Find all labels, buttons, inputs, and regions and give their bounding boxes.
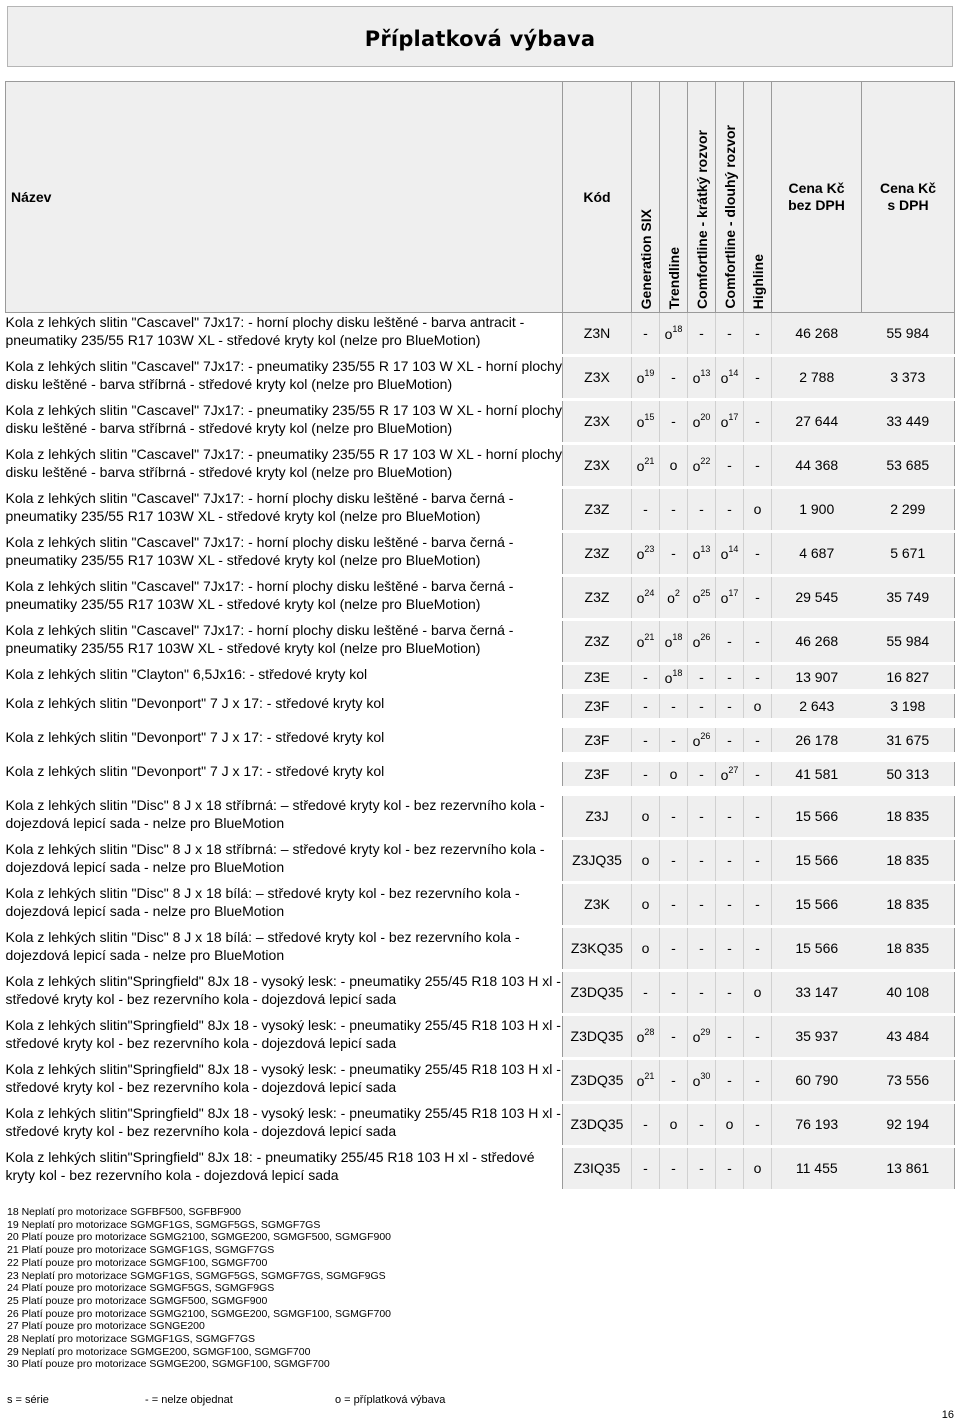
availability-comfort-long: - (716, 1016, 744, 1057)
availability-gen: o (632, 796, 660, 837)
row-code: Z3Z (563, 577, 632, 618)
header-code: Kód (563, 82, 632, 313)
footnote-ref: 17 (728, 412, 739, 422)
footnote: 21 Platí pouze pro motorizace SGMGF1GS, SGMGF7GS (7, 1244, 275, 1257)
row-code: Z3IQ35 (563, 1148, 632, 1189)
footnote: 26 Platí pouze pro motorizace SGMG2100, SGMGE200, SGMGF100, SGMGF700 (7, 1307, 391, 1320)
price-vat: 18 835 (862, 796, 955, 837)
legend-serie: s = série (7, 1394, 49, 1406)
availability-trend: - (660, 840, 688, 881)
row-name: Kola z lehkých slitin "Devonport" 7 J x 17: - středové kryty kol (5, 728, 385, 745)
availability-gen: $o^{24}$ (632, 577, 660, 618)
availability-high: - (744, 796, 772, 837)
footnote-ref: 15 (644, 412, 655, 422)
equipment-table (5, 81, 955, 1192)
price-no-vat: 60 790 (772, 1060, 862, 1101)
availability-trend: $o^{18}$ (660, 665, 688, 689)
availability-trend: - (660, 401, 688, 442)
availability-comfort-short: $o^{22}$ (688, 445, 716, 486)
footnote: 29 Neplatí pro motorizace SGMGE200, SGMGF100, SGMGF700 (7, 1345, 311, 1358)
availability-comfort-long: - (716, 928, 744, 969)
footnote-ref: 21 (644, 632, 655, 642)
availability-high: - (744, 1016, 772, 1057)
row-name: Kola z lehkých slitin "Cascavel" 7Jx17: - pneumatiky 235/55 R 17 103 W XL - horní plochy disku leštěné - barva stříbrná - středové kryty kol (nelze pro BlueMotion) (5, 445, 562, 480)
row-code: Z3DQ35 (563, 1016, 632, 1057)
availability-comfort-short: - (688, 1148, 716, 1189)
footnote-ref: 27 (728, 764, 739, 775)
availability-high: - (744, 1104, 772, 1145)
table-header (6, 82, 955, 313)
row-name: Kola z lehkých slitin"Springfield" 8Jx 18: - pneumatiky 255/45 R18 103 H xl - středové kryty kol - bez rezervního kola - dojezdová lepicí sada (5, 1148, 535, 1183)
table-row (6, 621, 955, 662)
price-no-vat: 4 687 (772, 533, 862, 574)
row-code: Z3Z (563, 489, 632, 530)
footnote: 28 Neplatí pro motorizace SGMGF1GS, SGMGF7GS (7, 1333, 255, 1346)
availability-comfort-long: - (716, 796, 744, 837)
row-spacer (6, 752, 955, 762)
availability-comfort-long: - (716, 728, 744, 752)
availability-comfort-long: - (716, 445, 744, 486)
availability-gen: $o^{21}$ (632, 445, 660, 486)
availability-comfort-short: $o^{30}$ (688, 1060, 716, 1101)
table-row (6, 489, 955, 530)
table-row (6, 313, 955, 354)
availability-trend: $o^2$ (660, 577, 688, 618)
availability-gen: $o^{23}$ (632, 533, 660, 574)
price-vat: 50 313 (862, 762, 955, 786)
availability-high: - (744, 445, 772, 486)
availability-gen: $o^{21}$ (632, 621, 660, 662)
row-spacer (6, 1189, 955, 1192)
footnote-ref: 20 (700, 412, 711, 422)
row-code: Z3DQ35 (563, 1060, 632, 1101)
availability-trend: - (660, 1016, 688, 1057)
availability-comfort-short: - (688, 928, 716, 969)
price-no-vat: 41 581 (772, 762, 862, 786)
footnote: 20 Platí pouze pro motorizace SGMG2100, SGMGE200, SGMGF500, SGMGF900 (7, 1231, 391, 1244)
availability-gen: $o^{19}$ (632, 357, 660, 398)
row-code: Z3X (563, 357, 632, 398)
legend (7, 1394, 445, 1406)
price-no-vat: 15 566 (772, 884, 862, 925)
availability-trend: - (660, 728, 688, 752)
price-vat: 13 861 (862, 1148, 955, 1189)
availability-high: - (744, 577, 772, 618)
availability-trend: - (660, 884, 688, 925)
row-name: Kola z lehkých slitin "Cascavel" 7Jx17: - pneumatiky 235/55 R 17 103 W XL - horní plochy disku leštěné - barva stříbrná - středové kryty kol (nelze pro BlueMotion) (5, 401, 562, 436)
availability-comfort-short: $o^{26}$ (688, 621, 716, 662)
price-no-vat: 35 937 (772, 1016, 862, 1057)
footnote-ref: 14 (728, 368, 739, 378)
footnote-ref: 18 (672, 632, 683, 642)
row-code: Z3KQ35 (563, 928, 632, 969)
availability-comfort-long: - (716, 1060, 744, 1101)
price-no-vat: 76 193 (772, 1104, 862, 1145)
footnote-ref: 21 (644, 1071, 655, 1081)
availability-high: o (744, 694, 772, 718)
price-no-vat: 15 566 (772, 840, 862, 881)
footnote: 22 Platí pouze pro motorizace SGMGF100, SGMGF700 (7, 1256, 268, 1269)
footnote: 23 Neplatí pro motorizace SGMGF1GS, SGMGF5GS, SGMGF7GS, SGMGF9GS (7, 1269, 386, 1282)
availability-high: - (744, 762, 772, 786)
price-no-vat: 15 566 (772, 796, 862, 837)
price-no-vat: 33 147 (772, 972, 862, 1013)
row-name: Kola z lehkých slitin "Devonport" 7 J x 17: - středové kryty kol (5, 762, 385, 779)
header-name: Název (6, 82, 563, 313)
row-name: Kola z lehkých slitin "Cascavel" 7Jx17: - pneumatiky 235/55 R 17 103 W XL - horní plochy disku leštěné - barva stříbrná - středové kryty kol (nelze pro BlueMotion) (5, 357, 562, 392)
availability-high: o (744, 1148, 772, 1189)
table-row (6, 840, 955, 881)
footnote-ref: 13 (700, 544, 711, 554)
row-code: Z3E (563, 665, 632, 689)
availability-trend: - (660, 489, 688, 530)
availability-gen: - (632, 1148, 660, 1189)
availability-comfort-long: - (716, 665, 744, 689)
footnote-ref: 17 (728, 588, 739, 598)
row-code: Z3F (563, 694, 632, 718)
availability-gen: o (632, 884, 660, 925)
footnote-ref: 26 (700, 730, 711, 741)
row-code: Z3DQ35 (563, 1104, 632, 1145)
table-row (6, 884, 955, 925)
row-name: Kola z lehkých slitin "Cascavel" 7Jx17: - horní plochy disku leštěné - barva černá - pneumatiky 235/55 R17 103W XL - středové kryty kol (nelze pro BlueMotion) (5, 621, 514, 656)
page-title: Příplatková výbava (364, 27, 596, 51)
row-name: Kola z lehkých slitin "Cascavel" 7Jx17: - horní plochy disku leštěné - barva černá - pneumatiky 235/55 R17 103W XL - středové kryty kol (nelze pro BlueMotion) (5, 577, 514, 612)
availability-gen: $o^{28}$ (632, 1016, 660, 1057)
table-row (6, 762, 955, 786)
table-row (6, 533, 955, 574)
row-name: Kola z lehkých slitin "Disc" 8 J x 18 stříbrná: – středové kryty kol - bez rezervního kola - dojezdová lepicí sada - nelze pro BlueMotion (5, 840, 545, 875)
table-row (6, 972, 955, 1013)
footnote-ref: 18 (672, 667, 683, 678)
availability-high: - (744, 1060, 772, 1101)
header-generation-six: Generation SIX (632, 82, 660, 313)
availability-comfort-long: - (716, 489, 744, 530)
price-vat: 55 984 (862, 621, 955, 662)
header-comfortline-long: Comfortline - dlouhý rozvor (716, 82, 744, 313)
availability-comfort-short: - (688, 762, 716, 786)
availability-gen: - (632, 489, 660, 530)
footnote: 18 Neplatí pro motorizace SGFBF500, SGFBF900 (7, 1206, 242, 1218)
availability-gen: - (632, 1104, 660, 1145)
table-row (6, 665, 955, 689)
availability-high: - (744, 665, 772, 689)
footnote-ref: 28 (644, 1027, 655, 1037)
header-comfortline-short: Comfortline - krátký rozvor (688, 82, 716, 313)
price-vat: 3 198 (862, 694, 955, 718)
availability-comfort-long: - (716, 972, 744, 1013)
availability-comfort-short: - (688, 489, 716, 530)
availability-comfort-long: $o^{17}$ (716, 577, 744, 618)
price-no-vat: 2 788 (772, 357, 862, 398)
availability-gen: - (632, 762, 660, 786)
availability-comfort-short: $o^{13}$ (688, 533, 716, 574)
price-no-vat: 1 900 (772, 489, 862, 530)
availability-gen: - (632, 665, 660, 689)
price-no-vat: 15 566 (772, 928, 862, 969)
header-price-vat: Cena Kč s DPH (862, 82, 955, 313)
footnote-ref: 22 (700, 456, 711, 466)
availability-comfort-long: $o^{14}$ (716, 533, 744, 574)
availability-gen: - (632, 728, 660, 752)
footnote-ref: 14 (728, 544, 739, 554)
row-code: Z3X (563, 445, 632, 486)
table-row (6, 796, 955, 837)
availability-comfort-short: - (688, 840, 716, 881)
availability-comfort-long: - (716, 884, 744, 925)
price-no-vat: 26 178 (772, 728, 862, 752)
availability-comfort-short: - (688, 1104, 716, 1145)
availability-comfort-short: - (688, 665, 716, 689)
availability-trend: - (660, 796, 688, 837)
availability-high: - (744, 401, 772, 442)
availability-high: - (744, 884, 772, 925)
table-row (6, 1016, 955, 1057)
availability-comfort-short: - (688, 796, 716, 837)
availability-comfort-short: $o^{20}$ (688, 401, 716, 442)
table-row (6, 1104, 955, 1145)
price-vat: 18 835 (862, 840, 955, 881)
row-code: Z3Z (563, 621, 632, 662)
price-vat: 43 484 (862, 1016, 955, 1057)
footnote-ref: 30 (700, 1071, 711, 1081)
price-vat: 18 835 (862, 928, 955, 969)
row-name: Kola z lehkých slitin "Cascavel" 7Jx17: - horní plochy disku leštěné - barva černá - pneumatiky 235/55 R17 103W XL - středové kryty kol (nelze pro BlueMotion) (5, 489, 514, 524)
price-no-vat: 29 545 (772, 577, 862, 618)
availability-high: - (744, 621, 772, 662)
footnote-ref: 13 (700, 368, 711, 378)
table-row (6, 1060, 955, 1101)
availability-trend: o (660, 445, 688, 486)
availability-gen: $o^{21}$ (632, 1060, 660, 1101)
legend-optional: o = příplatková výbava (335, 1394, 446, 1406)
availability-trend: - (660, 1060, 688, 1101)
footnote-ref: 25 (700, 588, 711, 598)
table-row (6, 577, 955, 618)
row-name: Kola z lehkých slitin"Springfield" 8Jx 18 - vysoký lesk: - pneumatiky 255/45 R18 103 H xl - středové kryty kol - bez rezervního kola - dojezdová lepicí sada (5, 972, 561, 1007)
availability-trend: o (660, 762, 688, 786)
availability-comfort-short: - (688, 313, 716, 354)
availability-comfort-long: $o^{14}$ (716, 357, 744, 398)
availability-trend: - (660, 928, 688, 969)
availability-comfort-short: $o^{26}$ (688, 728, 716, 752)
table-row (6, 694, 955, 718)
row-name: Kola z lehkých slitin"Springfield" 8Jx 18 - vysoký lesk: - pneumatiky 255/45 R18 103 H xl - středové kryty kol - bez rezervního kola - dojezdová lepicí sada (5, 1060, 561, 1095)
table-row (6, 728, 955, 752)
row-code: Z3DQ35 (563, 972, 632, 1013)
row-code: Z3N (563, 313, 632, 354)
availability-high: - (744, 928, 772, 969)
availability-comfort-short: $o^{29}$ (688, 1016, 716, 1057)
footnote-ref: 2 (674, 588, 680, 598)
price-no-vat: 27 644 (772, 401, 862, 442)
availability-comfort-long: - (716, 313, 744, 354)
page-number: 16 (941, 1409, 954, 1421)
price-vat: 92 194 (862, 1104, 955, 1145)
availability-trend: - (660, 533, 688, 574)
availability-comfort-short: $o^{13}$ (688, 357, 716, 398)
header-price-no-vat: Cena Kč bez DPH (772, 82, 862, 313)
price-vat: 18 835 (862, 884, 955, 925)
row-code: Z3F (563, 762, 632, 786)
footnote-ref: 23 (644, 544, 655, 554)
footnote: 19 Neplatí pro motorizace SGMGF1GS, SGMGF5GS, SGMGF7GS (7, 1218, 321, 1231)
availability-comfort-long: $o^{17}$ (716, 401, 744, 442)
row-name: Kola z lehkých slitin "Disc" 8 J x 18 bílá: – středové kryty kol - bez rezervního kola - dojezdová lepicí sada - nelze pro BlueMotion (5, 928, 520, 963)
availability-comfort-long: $o^{27}$ (716, 762, 744, 786)
footnote: 25 Platí pouze pro motorizace SGMGF500, SGMGF900 (7, 1294, 268, 1307)
availability-comfort-short: - (688, 694, 716, 718)
footnote-ref: 21 (644, 456, 655, 466)
price-vat: 33 449 (862, 401, 955, 442)
footnote-ref: 29 (700, 1027, 711, 1037)
footnote: 27 Platí pouze pro motorizace SGNGE200 (7, 1320, 205, 1333)
header-trendline: Trendline (660, 82, 688, 313)
availability-trend: $o^{18}$ (660, 621, 688, 662)
availability-comfort-short: $o^{25}$ (688, 577, 716, 618)
footnote: 24 Platí pouze pro motorizace SGMGF5GS, SGMGF9GS (7, 1282, 275, 1295)
availability-gen: - (632, 972, 660, 1013)
footnote: 30 Platí pouze pro motorizace SGMGE200, SGMGF100, SGMGF700 (7, 1358, 330, 1371)
availability-comfort-long: - (716, 840, 744, 881)
availability-comfort-long: - (716, 1148, 744, 1189)
availability-high: - (744, 357, 772, 398)
title-box (7, 6, 953, 67)
availability-gen: - (632, 694, 660, 718)
availability-comfort-long: o (716, 1104, 744, 1145)
footnote-ref: 19 (644, 368, 655, 378)
availability-gen: o (632, 928, 660, 969)
availability-trend: $o^{18}$ (660, 313, 688, 354)
row-name: Kola z lehkých slitin"Springfield" 8Jx 18 - vysoký lesk: - pneumatiky 255/45 R18 103 H xl - středové kryty kol - bez rezervního kola - dojezdová lepicí sada (5, 1016, 561, 1051)
header-highline: Highline (744, 82, 772, 313)
row-name: Kola z lehkých slitin "Disc" 8 J x 18 bílá: – středové kryty kol - bez rezervního kola - dojezdová lepicí sada - nelze pro BlueMotion (5, 884, 520, 919)
availability-trend: - (660, 972, 688, 1013)
availability-high: - (744, 313, 772, 354)
row-code: Z3J (563, 796, 632, 837)
price-no-vat: 2 643 (772, 694, 862, 718)
row-name: Kola z lehkých slitin "Devonport" 7 J x 17: - středové kryty kol (5, 694, 385, 711)
price-no-vat: 44 368 (772, 445, 862, 486)
footnote-ref: 24 (644, 588, 655, 598)
row-name: Kola z lehkých slitin "Cascavel" 7Jx17: - horní plochy disku leštěné - barva antracit - pneumatiky 235/55 R17 103W XL - středové kryty kol (nelze pro BlueMotion) (5, 314, 525, 348)
availability-comfort-long: - (716, 621, 744, 662)
price-vat: 73 556 (862, 1060, 955, 1101)
price-vat: 16 827 (862, 665, 955, 689)
price-vat: 40 108 (862, 972, 955, 1013)
availability-trend: - (660, 357, 688, 398)
price-no-vat: 46 268 (772, 621, 862, 662)
row-name: Kola z lehkých slitin "Cascavel" 7Jx17: - horní plochy disku leštěné - barva černá - pneumatiky 235/55 R17 103W XL - středové kryty kol (nelze pro BlueMotion) (5, 533, 514, 568)
availability-gen: o (632, 840, 660, 881)
availability-high: o (744, 972, 772, 1013)
availability-trend: o (660, 1104, 688, 1145)
row-code: Z3Z (563, 533, 632, 574)
price-vat: 5 671 (862, 533, 955, 574)
price-vat: 2 299 (862, 489, 955, 530)
availability-high: - (744, 728, 772, 752)
row-name: Kola z lehkých slitin"Springfield" 8Jx 18 - vysoký lesk: - pneumatiky 255/45 R18 103 H xl - středové kryty kol - bez rezervního kola - dojezdová lepicí sada (5, 1104, 561, 1139)
footnote-ref: 18 (672, 324, 683, 335)
price-vat: 31 675 (862, 728, 955, 752)
availability-comfort-long: - (716, 694, 744, 718)
price-no-vat: 13 907 (772, 665, 862, 689)
legend-not-orderable: - = nelze objednat (145, 1394, 233, 1406)
table-row (6, 401, 955, 442)
price-no-vat: 46 268 (772, 313, 862, 354)
price-vat: 35 749 (862, 577, 955, 618)
availability-gen: - (632, 313, 660, 354)
row-spacer (6, 718, 955, 728)
availability-gen: $o^{15}$ (632, 401, 660, 442)
footnotes (7, 1206, 947, 1371)
row-code: Z3F (563, 728, 632, 752)
price-vat: 55 984 (862, 313, 955, 354)
footnote-ref: 26 (700, 632, 711, 642)
table-row (6, 928, 955, 969)
row-name: Kola z lehkých slitin "Disc" 8 J x 18 stříbrná: – středové kryty kol - bez rezervního kola - dojezdová lepicí sada - nelze pro BlueMotion (5, 796, 545, 831)
availability-high: o (744, 489, 772, 530)
price-no-vat: 11 455 (772, 1148, 862, 1189)
table-row (6, 1148, 955, 1189)
availability-high: - (744, 840, 772, 881)
availability-comfort-short: - (688, 972, 716, 1013)
row-code: Z3JQ35 (563, 840, 632, 881)
table-row (6, 445, 955, 486)
availability-trend: - (660, 694, 688, 718)
row-code: Z3X (563, 401, 632, 442)
row-spacer (6, 786, 955, 796)
price-vat: 53 685 (862, 445, 955, 486)
table-row (6, 357, 955, 398)
table-body (6, 313, 955, 1192)
availability-high: - (744, 533, 772, 574)
availability-comfort-short: - (688, 884, 716, 925)
availability-trend: - (660, 1148, 688, 1189)
price-vat: 3 373 (862, 357, 955, 398)
row-name: Kola z lehkých slitin "Clayton" 6,5Jx16: - středové kryty kol (5, 665, 368, 682)
row-code: Z3K (563, 884, 632, 925)
